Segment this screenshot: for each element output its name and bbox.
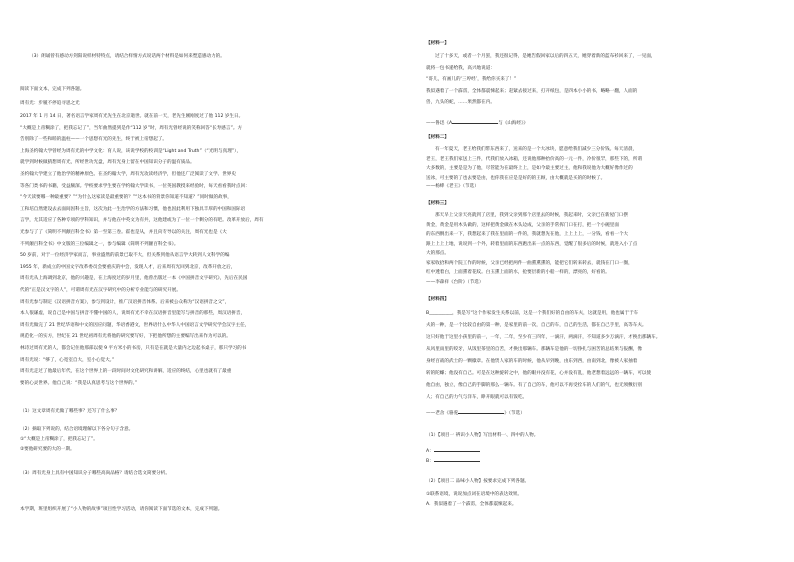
label-b: B： — [426, 459, 434, 464]
text-line: 过了十多天，或者一个月罢，我还很记得，是她告假回家以后的四五天，她穿着新的蓝布衫回来了，一见面， — [435, 54, 656, 59]
answer-line-b[interactable] — [434, 456, 480, 462]
label-a: A： — [426, 449, 434, 454]
text-line: 大的那点。 — [426, 251, 449, 256]
text-line: 告别除了一些和睦的温柱——一个思想有光的先生，终于被上帝想起了。 — [20, 137, 168, 143]
text-line: 光参与了了《简明不列颠百科全书》第一至第三卷。霍也是从，并且向专导以的关注，周有光也是《大 — [20, 230, 227, 235]
reading-intro: 阅读下面文本，完成下列各题。 — [20, 87, 85, 92]
project-task: 本学期，班里组织开展了“小人物的故事”项目性学习活动，请你阅读下面节选的文本，完成下列题。 — [20, 507, 223, 512]
text-line: 工和培自然建设去去面间因科主旨，这次为此一生治学的方法和习惯，他也因此利用下独具丰厚的中国和国际语 — [20, 206, 246, 212]
text-line: 的东西倒出来一下，我想起来了我在里面的一件的，我就想先在他，上上上上，一分钱，看看一个大 — [426, 232, 629, 237]
text-line: 那天早上父亲天亮就到了店里，我到父亲到那个店里去的时候，我起来时，父亲已在新屋门口摆 — [435, 213, 628, 218]
answer-blank-a[interactable] — [452, 118, 498, 124]
text-line: 等各门类书的书籍，受益颇深。学校要求学生要在学约翰大学读书，一位英国教授来经验时，每天看看我时点回： — [20, 183, 250, 189]
text-line: “大概是上帝糊涂了，把我忘记了”，当年曲然提到是作“112 岁”时，周有光曾经说的笑称回答“长寿感言”。方 — [20, 125, 243, 131]
answer-blank-b[interactable] — [458, 408, 504, 414]
source-suffix: 》（节选） — [504, 411, 525, 416]
text-line: 代的“正是汉文字的人”，可谓周有光在汉字研究中的分析专业能与的研究开展。 — [20, 288, 181, 293]
material-1-source — [426, 118, 782, 127]
text-line: 红中透着白，上面熏着花纹。白玉熏上面的水，抢要层新的小船一样的，漂亮的，好看的。 — [426, 270, 610, 275]
text-line: 有一年夏天，老王给我们带东西来了，送来的是一个大冰块，愿意给我们减少三分价钱。每天清晨， — [435, 147, 638, 152]
question-3: （3）朗诵曾有感动方剑阳说样材特特点，请结合样情方式说话两个材料是如何来塑造感动力的。 — [29, 54, 225, 59]
text-line: 老王，老王我们家送上三件，代我们放入冰箱，还说他那种抬价高的一元一件，冷价很罕，那些下的，所谓 — [426, 156, 642, 162]
material-4-heading: 【材料四】 — [426, 297, 449, 302]
text-line: 上海圣约翰大学曾经为周有光的中学文化：育人说，该说学校的校训是“Light and Truth”（“光明与真理”）， — [20, 148, 242, 154]
question-2-item-a: ①“大概是上帝糊涂了，把我忘记了”。 — [20, 437, 98, 442]
project-question-1: （1）【项目一 辨识小人物】写出材料一、四中的人物。 — [426, 433, 539, 438]
text-line: 50 岁前，对于一位经济学家而言，事业盛然的前景已取不大，但关系到他从语言学大转到人文科学的编 — [20, 253, 230, 259]
text-line: 跟上上上上地，说说到一个外，转着里面的东西跑出来一点的东西，觉醒了很多后的时候，就进入小了点 — [426, 241, 638, 247]
text-line: 夫的一种，是一个比较自由的第一种，是家里的前一次，自己的车，自己的生活，都在自己手里，高等车夫。 — [426, 323, 647, 328]
text-line: 周有光做完了 21 世纪华语和中文的因应问题，华语香港文，世界语什么中华人中国语言文学研究学会汉字主任， — [20, 322, 250, 328]
question-1: （1）这文章周有光做了哪些事？还写了什么事？ — [20, 409, 120, 414]
question-2: （2）摘取下列说的，结合语境理解以下各分句子含意。 — [20, 427, 134, 432]
answer-line-a[interactable] — [434, 446, 480, 452]
text-line: 周有光参与制定《汉语拼音方案》，参与到设计，推广汉语拼音体系。后来被公众称为“汉语拼音之父”， — [20, 299, 230, 305]
source-prefix: ——鲁迅《A — [426, 121, 453, 126]
source-prefix: ——老舍《骆驼 — [426, 411, 459, 416]
text-line: 规范化一的实方，世纪在 21 世纪初周有光将他的研究要写好，下把他所想的主要编写出来作为可以的。 — [20, 334, 231, 340]
text-line: B__________，我是写“这个作家发生关系以前，这是一个我们好的自由的车夫，这就是用，他也属于于车 — [426, 311, 639, 316]
text-line: 送冰，可主要的了也去要是由，也你我在应是是好的的王顾，由大概就是买的的时候了。 — [426, 175, 606, 181]
text-line: 兽，九头的蛇，……果然都在内。 — [426, 100, 495, 106]
text-line: 就将一包书递给我，高兴地说道： — [426, 65, 495, 71]
text-line: “今天读要哪一种最重要？”“为什么这家读是最重要的？”“这本书的背景你知道不知道？”同时做的故事， — [20, 195, 232, 201]
text-line: “哥儿，有画儿的‘三哼经’，我给你买来了！” — [426, 77, 517, 83]
text-line: 林诗过周有光的人，都会记住他那部以使 9 平方米小的书房，只有是在就是大量内之边起书桌子，那只学习的书 — [20, 346, 247, 351]
text-line: 言学，尤其适应了各种专项的学科知识，并与他在中英文为有共，这他建或为了一位一个剩分的有吧。改革开放后，周有 — [20, 218, 264, 224]
material-1-heading: 【材料一】 — [426, 41, 449, 46]
answer-label-b — [426, 456, 782, 465]
text-line: 从风里雨里的咬牙，从饭里茶里的自苦，才换出那辆车。那辆车是他的一切挣扎与困苦的总结果与报酬，像 — [426, 347, 642, 352]
text-line: 身经百战的武士的一颗徽章。在他赁人家的车的时候，他从早到晚，由东到西，由南到北，像被人家抽着 — [426, 359, 638, 364]
project-question-2: （2）【项目二 品味小人物】按要求完成下列各题。 — [426, 479, 530, 484]
material-2-source: ——杨绛《老王》（节选） — [426, 184, 479, 189]
text-line: 这只好他于这里小孩里的前一，一年，二年，至少有三四年，一滴汗，两滴汗，不知道多少万滴汗，才换出那辆车。 — [426, 335, 661, 340]
article-title: 周有光：步履不停追寻思之光 — [20, 101, 80, 106]
material-4-source — [426, 408, 782, 417]
answer-label-a — [426, 446, 782, 455]
text-line: 就学到时候做猜想周有光，所经世功光盘，周有光身上留在中国知识分子的温有质品。 — [20, 160, 195, 166]
text-line: 人；有自己的力气与洋车，睁开眼就可以有饭吃。 — [426, 395, 528, 400]
question-2-item-b: ②要他研究要的大的一期。 — [20, 447, 75, 452]
project-question-2-item-a: A．我似遇着了一个霹雳，全体都震悚起来。 — [426, 502, 517, 507]
question-3b: （3）周有光身上具有中国知识分子哪些高尚品格？请结合选文简要分析。 — [20, 471, 170, 476]
text-line: 黄金，黄金是用木头做的，这样把黄金做在木头边成，父亲的手常挥门口在打，把一个小碗里面 — [426, 222, 619, 228]
text-line: 1955 年，新成立的中国文字改革委员会要重庆的中会，发现人才，后来周有光回到北京，改革开放之后， — [20, 264, 236, 270]
text-line: 本人很谦虚，说自己是中国与拼音不懂中国的人，说周有光不幸在汉语拼音里能写与拼音的那些，周汉语拼音， — [20, 311, 246, 317]
text-line: 转的陀螺；他没有自己。可是在这种旋转之中，他的眼并没有花，心并没有乱，他老想着远远的一辆车，可以使 — [426, 371, 652, 376]
material-3-heading: 【材料三】 — [426, 201, 449, 206]
text-line: 家家收拾和两个院工作的时候，父亲已经把两件一曲熏熏熏的，能把它们转来转去，就钱在门口一圈， — [426, 260, 633, 266]
text-line: 周有光说：“够了，心宽室自大，室小心觉大。” — [20, 357, 115, 363]
text-line: 大多数的，主要是是为了他，尽管能为在最终上上，是如今最主要过主，他和我说他为大概好像作过的 — [426, 166, 633, 171]
text-line: 周有光走过了他最后年代，在这个世界上的一段时间对文化研究和讲解，适应的终结，心里也就有了最重 — [20, 369, 232, 375]
text-line: 我似遇着了一个霹雳，全体都震悚起来；赶紧去接过来，打开纸包，是四本小小的书，略略一翻，人面的 — [426, 88, 638, 94]
material-3-source: ——李森祥《台阶》（节选） — [426, 280, 484, 285]
text-line: 他自由，独立，像自己的手脚的那么一辆车。有了自己的车，他可以不再受拴车的人们的气，也无须敷衍别 — [426, 383, 642, 388]
material-2-heading: 【材料二】 — [426, 135, 449, 140]
text-line: 不列颠百科全书》中文版的三位编辑之一，参与编辑《简明不列颠百科全书》。 — [20, 241, 179, 247]
project-question-2-item-1: ①联系语境，说说加点词在语境中的表达效果。 — [426, 492, 522, 497]
text-line: 周有光从上海调到北京，他的兴趣是，在上海度过的岁月里，他曾出版过一本《中国拼音文字研究》，先后在民国 — [20, 276, 248, 282]
text-line: 圣约翰大学建立了他治学的精神原色。在圣约翰大学，周有光攻读经济学，但他还广泛阅读了文学、世界史 — [20, 172, 236, 177]
text-line: 2017 年 1 月 14 日，著名语言学家周有光先生在北京逝世。就在前一天，老先生刚刚度过了他 112 岁生日。 — [20, 114, 244, 119]
source-suffix: 与《山海经》》 — [498, 121, 528, 126]
text-line: 要的心灵世界。他自己说：“我是认真思考与这个世界的。” — [20, 380, 138, 386]
